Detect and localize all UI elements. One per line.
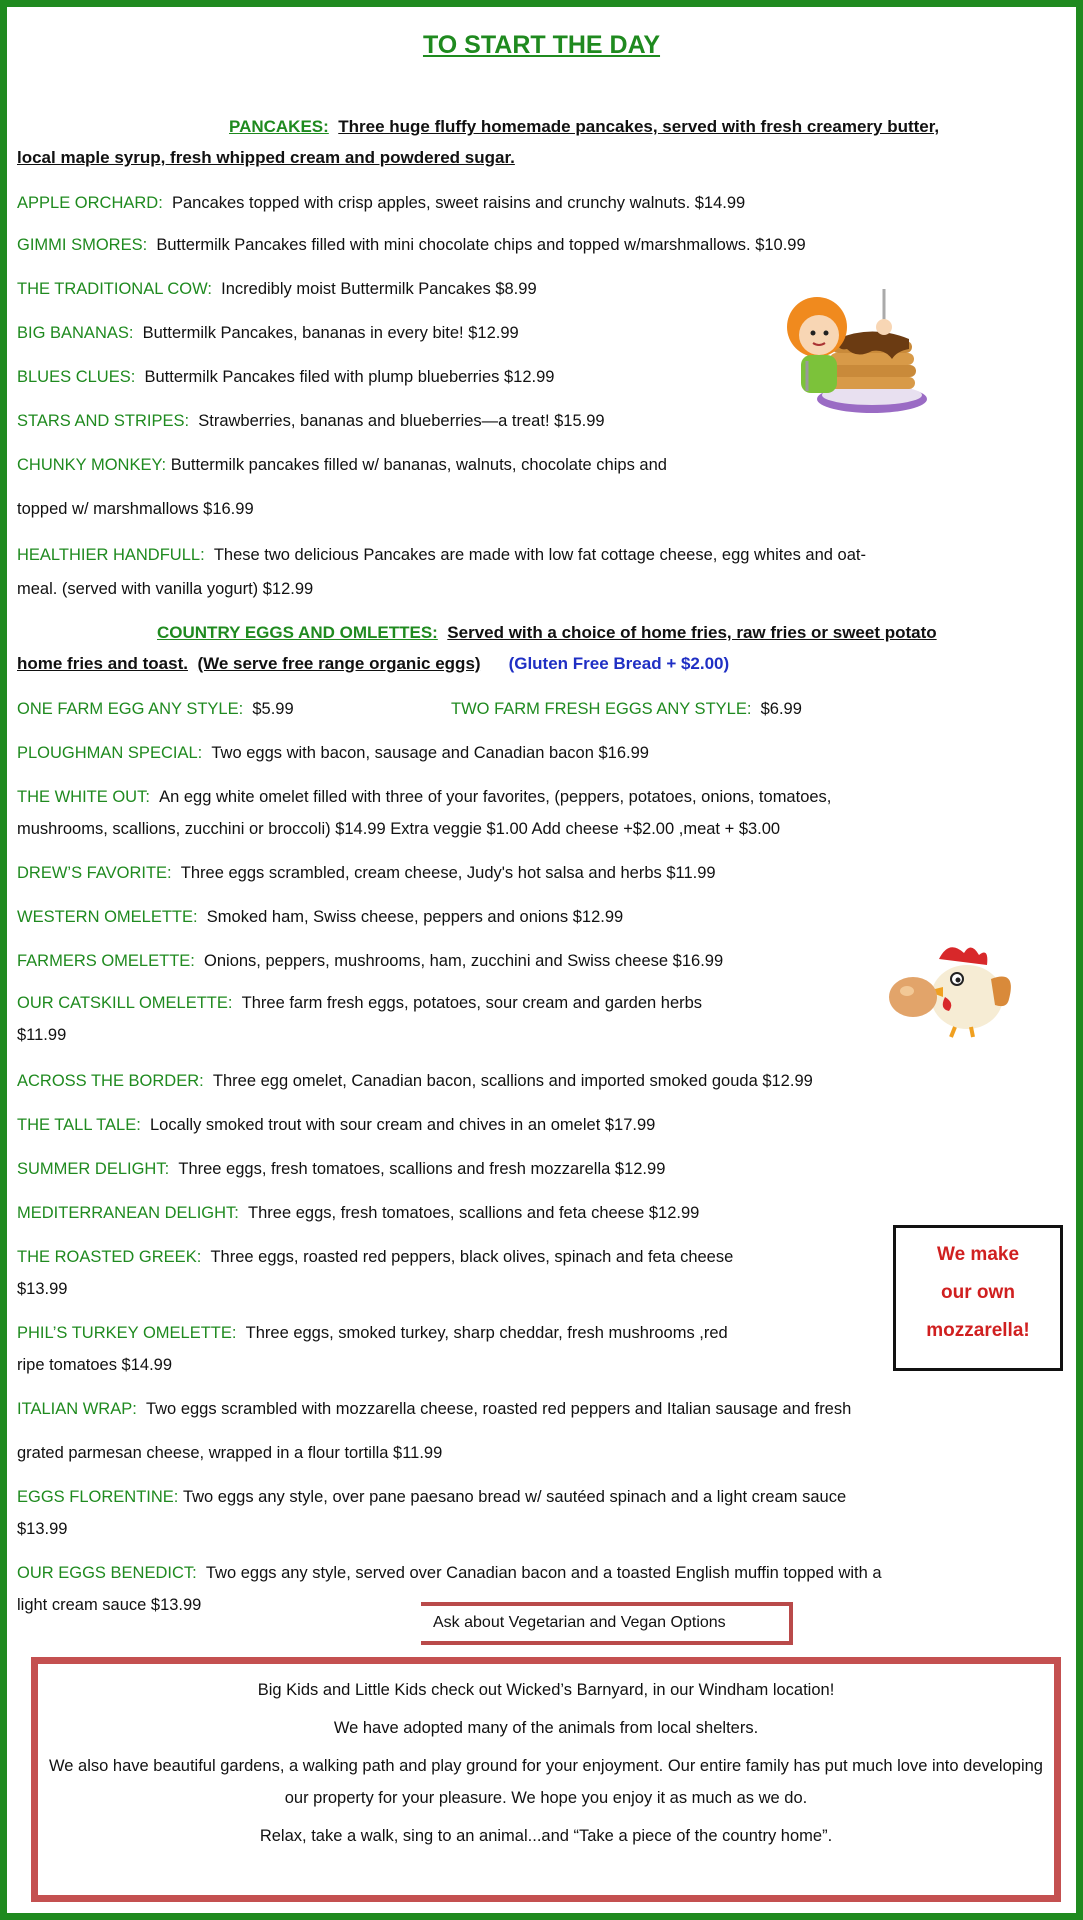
menu-item-white-out-line2: mushrooms, scallions, zucchini or broccoli) $14.99 Extra veggie $1.00 Add cheese +$2.00 ,meat + $3.00 — [17, 820, 781, 838]
menu-item-catskill-omelette: OUR CATSKILL OMELETTE: Three farm fresh eggs, potatoes, sour cream and garden herbs — [17, 994, 703, 1012]
menu-item-eggs-florentine-line2: $13.99 — [17, 1520, 68, 1538]
menu-item-white-out: THE WHITE OUT: An egg white omelet filled with three of your favorites, (peppers, potatoes, onions, tomatoes, — [17, 788, 832, 806]
menu-item-tall-tale: THE TALL TALE: Locally smoked trout with sour cream and chives in an omelet $17.99 — [17, 1116, 656, 1134]
menu-item-western-omelette: WESTERN OMELETTE: Smoked ham, Swiss cheese, peppers and onions $12.99 — [17, 908, 624, 926]
eggs-section-heading — [17, 617, 1057, 679]
menu-item-summer-delight: SUMMER DELIGHT: Three eggs, fresh tomatoes, scallions and fresh mozzarella $12.99 — [17, 1160, 666, 1178]
menu-item-apple-orchard: APPLE ORCHARD: Pancakes topped with crisp apples, sweet raisins and crunchy walnuts. $14.99 — [17, 194, 746, 212]
menu-item-italian-wrap: ITALIAN WRAP: Two eggs scrambled with mozzarella cheese, roasted red peppers and Italian sausage and fresh — [17, 1400, 852, 1418]
menu-item-big-bananas: BIG BANANAS: Buttermilk Pancakes, bananas in every bite! $12.99 — [17, 324, 519, 342]
vegetarian-note: Ask about Vegetarian and Vegan Options — [421, 1602, 793, 1645]
menu-item-one-farm-egg: ONE FARM EGG ANY STYLE: $5.99 — [17, 700, 294, 718]
pancakes-section-heading — [17, 111, 1057, 173]
barnyard-line-4: Relax, take a walk, sing to an animal...and “Take a piece of the country home”. — [259, 1827, 833, 1845]
page-title: TO START THE DAY — [422, 31, 661, 59]
menu-item-traditional-cow: THE TRADITIONAL COW: Incredibly moist Buttermilk Pancakes $8.99 — [17, 280, 537, 298]
menu-item-stars-and-stripes: STARS AND STRIPES: Strawberries, bananas and blueberries—a treat! $15.99 — [17, 412, 605, 430]
eggs-intro-2b: (We serve free range organic eggs) — [197, 654, 481, 673]
menu-item-farmers-omelette: FARMERS OMELETTE: Onions, peppers, mushrooms, ham, zucchini and Swiss cheese $16.99 — [17, 952, 724, 970]
menu-item-phils-turkey-omelette-line2: ripe tomatoes $14.99 — [17, 1356, 173, 1374]
menu-item-blues-clues: BLUES CLUES: Buttermilk Pancakes filed with plump blueberries $12.99 — [17, 368, 555, 386]
menu-item-eggs-benedict-line2: light cream sauce $13.99 — [17, 1596, 202, 1614]
mozzarella-line-1: We make — [936, 1244, 1020, 1265]
barnyard-line-3: We also have beautiful gardens, a walking path and play ground for your enjoyment. Our entire family has put much love into developing our property for your pleasure. We hope you enjoy it as much as we do. — [49, 1757, 1043, 1807]
menu-item-healthier-handfull-line2: meal. (served with vanilla yogurt) $12.99 — [17, 580, 314, 598]
mozzarella-line-3: mozzarella! — [926, 1320, 1030, 1341]
girl-pancakes-clipart-icon — [777, 279, 927, 419]
menu-item-drews-favorite: DREW’S FAVORITE: Three eggs scrambled, cream cheese, Judy's hot salsa and herbs $11.99 — [17, 864, 716, 882]
barnyard-info-box — [31, 1657, 1061, 1902]
menu-item-chunky-monkey: CHUNKY MONKEY: Buttermilk pancakes filled w/ bananas, walnuts, chocolate chips and — [17, 456, 667, 474]
eggs-intro-1: Served with a choice of home fries, raw fries or sweet potato — [447, 623, 937, 642]
pancakes-intro-2: local maple syrup, fresh whipped cream and powdered sugar. — [17, 148, 515, 167]
mozzarella-callout — [893, 1225, 1063, 1371]
menu-item-eggs-benedict: OUR EGGS BENEDICT: Two eggs any style, served over Canadian bacon and a toasted English muffin topped with a — [17, 1564, 882, 1582]
menu-item-phils-turkey-omelette: PHIL’S TURKEY OMELETTE: Three eggs, smoked turkey, sharp cheddar, fresh mushrooms ,red — [17, 1324, 728, 1342]
menu-item-eggs-florentine: EGGS FLORENTINE: Two eggs any style, over pane paesano bread w/ sautéed spinach and a light cream sauce — [17, 1488, 847, 1506]
pancakes-heading: PANCAKES: — [229, 117, 329, 136]
eggs-intro-2a: home fries and toast. — [17, 654, 188, 673]
eggs-heading: COUNTRY EGGS AND OMLETTES: — [157, 623, 438, 642]
menu-item-gimmi-smores: GIMMI SMORES: Buttermilk Pancakes filled with mini chocolate chips and topped w/marshmallows. $10.99 — [17, 236, 806, 254]
menu-item-ploughman-special: PLOUGHMAN SPECIAL: Two eggs with bacon, sausage and Canadian bacon $16.99 — [17, 744, 649, 762]
menu-item-across-the-border: ACROSS THE BORDER: Three egg omelet, Canadian bacon, scallions and imported smoked gouda $12.99 — [17, 1072, 813, 1090]
menu-item-two-farm-eggs: TWO FARM FRESH EGGS ANY STYLE: $6.99 — [451, 700, 802, 718]
mozzarella-line-2: our own — [941, 1282, 1015, 1303]
menu-item-roasted-greek: THE ROASTED GREEK: Three eggs, roasted red peppers, black olives, spinach and feta cheese — [17, 1248, 734, 1266]
chicken-egg-clipart-icon — [879, 939, 1019, 1039]
menu-item-catskill-omelette-line2: $11.99 — [17, 1026, 67, 1044]
menu-item-roasted-greek-line2: $13.99 — [17, 1280, 68, 1298]
pancakes-intro-1: Three huge fluffy homemade pancakes, served with fresh creamery butter, — [338, 117, 940, 136]
menu-item-chunky-monkey-line2: topped w/ marshmallows $16.99 — [17, 500, 254, 518]
menu-item-italian-wrap-line2: grated parmesan cheese, wrapped in a flour tortilla $11.99 — [17, 1444, 443, 1462]
menu-item-mediterranean-delight: MEDITERRANEAN DELIGHT: Three eggs, fresh tomatoes, scallions and feta cheese $12.99 — [17, 1204, 700, 1222]
gluten-free-note: (Gluten Free Bread + $2.00) — [508, 654, 730, 673]
menu-item-healthier-handfull: HEALTHIER HANDFULL: These two delicious Pancakes are made with low fat cottage cheese, egg whites and oat- — [17, 546, 866, 564]
barnyard-line-2: We have adopted many of the animals from local shelters. — [333, 1719, 759, 1737]
barnyard-line-1: Big Kids and Little Kids check out Wicked’s Barnyard, in our Windham location! — [257, 1681, 835, 1699]
